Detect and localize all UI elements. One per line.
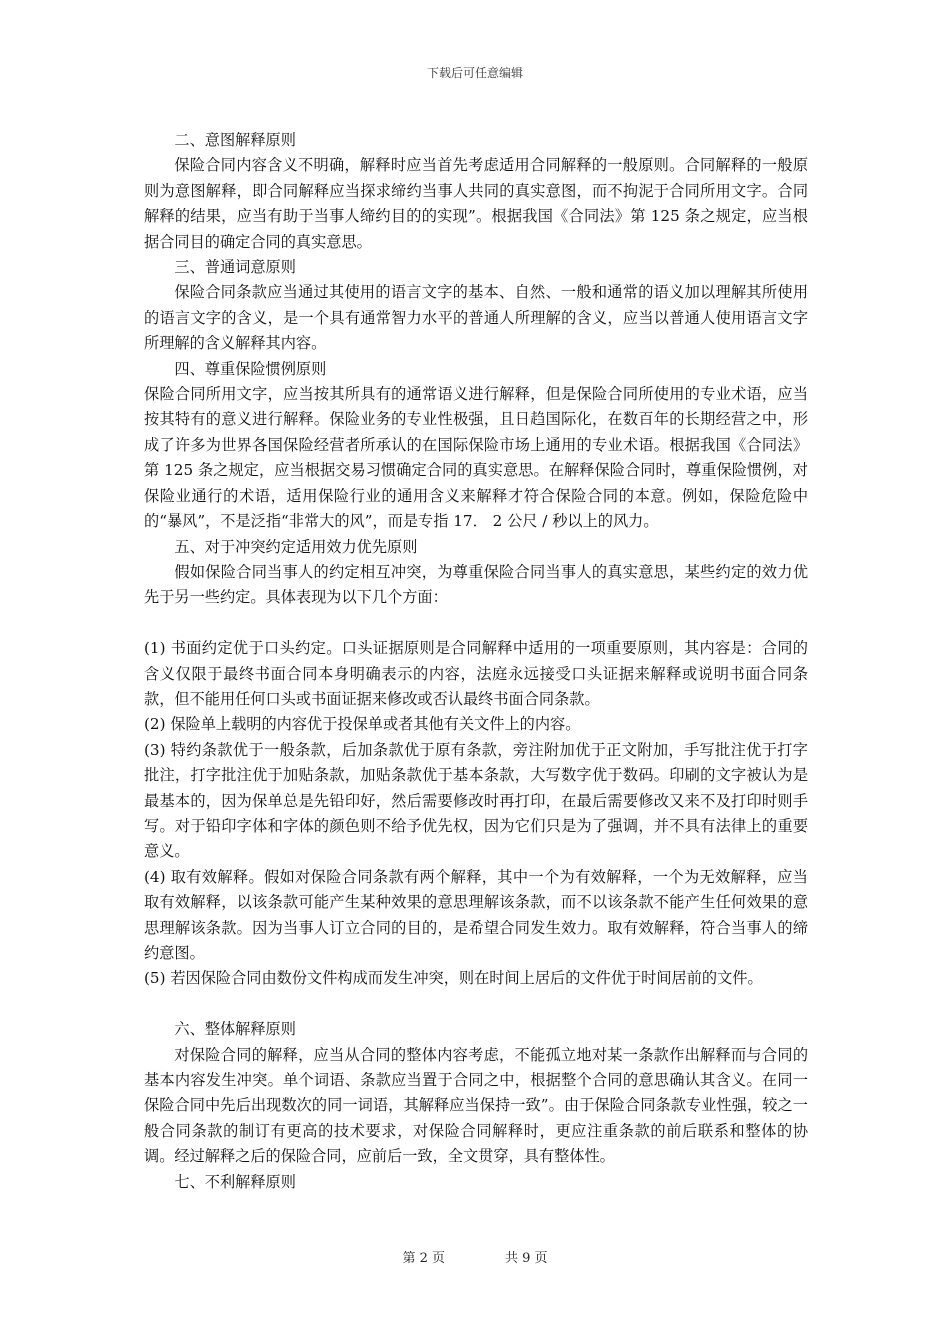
- document-body: [144, 128, 808, 1195]
- section-heading: 七、不利解释原则: [174, 1172, 296, 1191]
- body-paragraph: 假如保险合同当事人的约定相互冲突，为尊重保险合同当事人的真实意思，某些约定的效力优先于另一些约定。具体表现为以下几个方面：: [144, 562, 808, 607]
- section-heading: 六、整体解释原则: [174, 1020, 296, 1039]
- page-total: 共 9 页: [505, 1251, 548, 1266]
- page-header: 下载后可任意编辑: [426, 66, 523, 80]
- page-number: 第 2 页: [402, 1251, 445, 1266]
- body-paragraph: 对保险合同的解释，应当从合同的整体内容考虑，不能孤立地对某一条款作出解释而与合同的基本内容发生冲突。单个词语、条款应当置于合同之中，根据整个合同的意思确认其含义。在同一保险合同中先后出现数次的同一词语，其解释应当保持一致”。由于保险合同条款专业性强，较之一般合同条款的制订有更高的技术要求，对保险合同解释时，更应注重条款的前后联系和整体的协调。经过解释之后的保险合同，应前后一致，全文贯穿，具有整体性。: [144, 1045, 808, 1166]
- section-heading: 四、尊重保险惯例原则: [174, 359, 327, 378]
- body-paragraph: (1) 书面约定优于口头约定。口头证据原则是合同解释中适用的一项重要原则，其内容是：合同的含义仅限于最终书面合同本身明确表示的内容，法庭永远接受口头证据来解释或说明书面合同条款，但不能用任何口头或书面证据来修改或否认最终书面合同条款。: [144, 639, 808, 708]
- blank-line: [144, 992, 808, 1017]
- body-paragraph: (3) 特约条款优于一般条款，后加条款优于原有条款，旁注附加优于正文附加，手写批注优于打字批注，打字批注优于加贴条款，加贴条款优于基本条款，大写数字优于数码。印刷的文字被认为是最基本的，因为保单总是先铅印好，然后需要修改时再打印，在最后需要修改又来不及打印时则手写。对于铅印字体和字体的颜色则不给予优先权，因为它们只是为了强调，并不具有法律上的重要意义。: [144, 740, 808, 861]
- body-paragraph: (2) 保险单上载明的内容优于投保单或者其他有关文件上的内容。: [144, 715, 581, 734]
- body-paragraph: 保险合同条款应当通过其使用的语言文字的基本、自然、一般和通常的语义加以理解其所使用的语言文字的含义，是一个具有通常智力水平的普通人所理解的含义，应当以普通人使用语言文字所理解的含义解释其内容。: [144, 283, 808, 353]
- body-paragraph: (5) 若因保险合同由数份文件构成而发生冲突，则在时间上居后的文件优于时间居前的文件。: [144, 969, 763, 988]
- blank-line: [144, 611, 808, 636]
- body-paragraph: 保险合同内容含义不明确，解释时应当首先考虑适用合同解释的一般原则。合同解释的一般原则为意图解释，即合同解释应当探求缔约当事人共同的真实意图，而不拘泥于合同所用文字。合同解释的结果，应当有助于当事人缔约目的的实现”。根据我国《合同法》第 125 条之规定，应当根据合同目的确定合同的真实意思。: [144, 156, 808, 251]
- page-footer: [0, 1247, 950, 1266]
- body-paragraph: (4) 取有效解释。假如对保险合同条款有两个解释，其中一个为有效解释，一个为无效解释，应当取有效解释，以该条款可能产生某种效果的意思理解该条款，而不以该条款不能产生任何效果的意思理解该条款。因为当事人订立合同的目的，是希望合同发生效力。取有效解释，符合当事人的缔约意图。: [144, 867, 808, 962]
- section-heading: 三、普通词意原则: [174, 258, 296, 277]
- section-heading: 二、意图解释原则: [174, 131, 296, 149]
- section-heading: 五、对于冲突约定适用效力优先原则: [174, 537, 418, 556]
- body-paragraph: 保险合同所用文字，应当按其所具有的通常语义进行解释，但是保险合同所使用的专业术语，应当按其特有的意义进行解释。保险业务的专业性极强，且日趋国际化，在数百年的长期经营之中，形成了许多为世界各国保险经营者所承认的在国际保险市场上通用的专业术语。根据我国《合同法》第 125 条之规定，应当根据交易习惯确定合同的真实意思。在解释保险合同时，尊重保险惯例，对保险业通行的术语，适用保险行业的通用含义来解释才符合保险合同的本意。例如，保险危险中的“暴风”，不是泛指“非常大的风”，而是专指 17． 2 公尺 / 秒以上的风力。: [144, 385, 808, 531]
